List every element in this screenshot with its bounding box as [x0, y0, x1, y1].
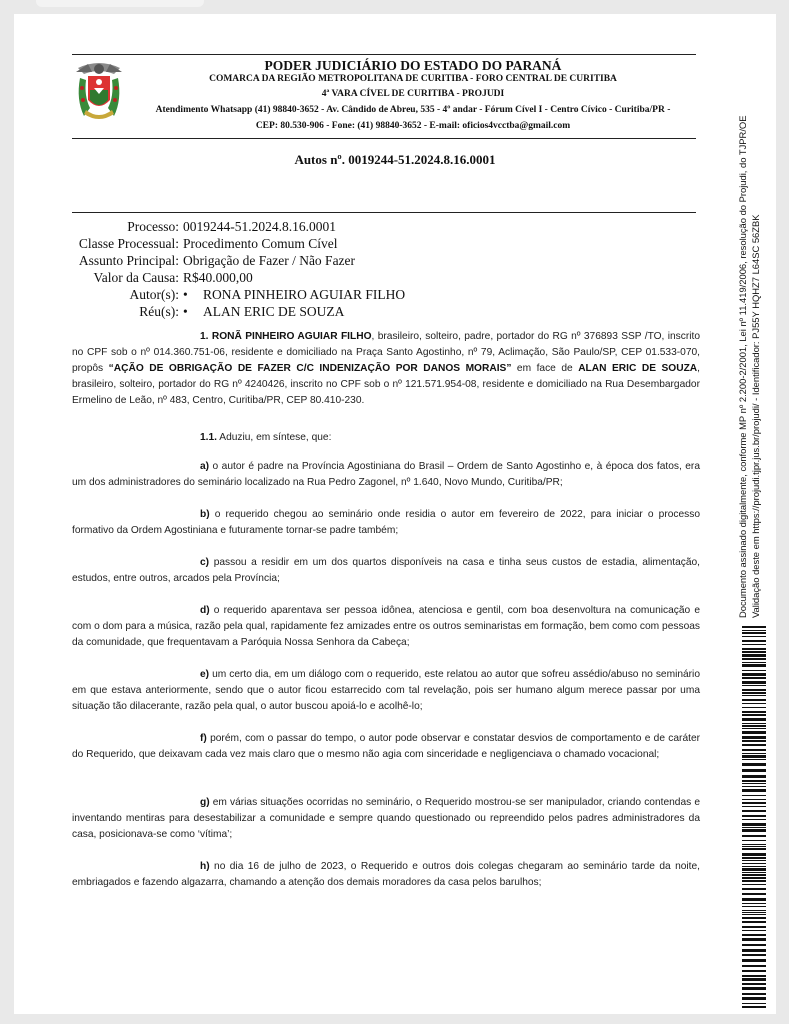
parana-coat-of-arms-icon — [70, 60, 128, 124]
classe-row — [54, 235, 405, 252]
item-c-text: passou a residir em um dos quartos disponíveis na casa e tinha seus custos de estadia, alimentação, estudos, entre outros, arcados pela Província; — [72, 557, 700, 584]
item-f — [72, 731, 700, 763]
top-bar — [36, 0, 204, 7]
item-e-text: um certo dia, em um diálogo com o requerido, este relatou ao autor que sofreu assédio/abuso no seminário em que estava anteriormente, sendo que o autor ficou estarrecido com tal revelação, pois ser humano algum merece passar por uma situação tão dilacerante, razão pela qual, o autor buscou apoiá-lo e acolhê-lo; — [72, 669, 700, 712]
header-comarca: COMARCA DA REGIÃO METROPOLITANA DE CURITIBA - FORO CENTRAL DE CURITIBA — [209, 74, 617, 84]
p1-action: “AÇÃO DE OBRIGAÇÃO DE FAZER C/C INDENIZAÇÃO POR DANOS MORAIS” — [108, 363, 512, 374]
signature-sidebar — [736, 26, 776, 622]
item-d — [72, 603, 700, 651]
item-c — [72, 555, 700, 587]
item-a-text: o autor é padre na Província Agostiniana do Brasil – Ordem de Santo Agostinho e, à época dos fatos, era um dos administradores do seminário localizado na Rua Pedro Zagonel, nº 1.640, Novo Mundo, Curitiba/PR; — [72, 461, 700, 488]
reu-label: Réu(s): — [139, 304, 179, 319]
header-contact: CEP: 80.530-906 - Fone: (41) 98840-3652 - E-mail: oficios4vcctba@gmail.com — [255, 121, 571, 131]
item-a — [72, 459, 700, 491]
barcode-icon — [742, 626, 766, 1008]
autor-label: Autor(s): — [129, 287, 179, 302]
item-a-label: a) — [200, 461, 210, 472]
item-d-label: d) — [200, 605, 210, 616]
info-top-rule — [72, 212, 696, 213]
item-b-label: b) — [200, 509, 210, 520]
header-address: Atendimento Whatsapp (41) 98840-3652 - Av. Cândido de Abreu, 535 - 4º andar - Fórum Cível I - Centro Cívico - Curitiba/PR - — [155, 105, 671, 115]
valor-row — [54, 269, 405, 286]
autos-number: Autos nº. 0019244-51.2024.8.16.0001 — [294, 152, 496, 167]
processo-value: 0019244-51.2024.8.16.0001 — [183, 219, 336, 234]
p1-defendant: ALAN ERIC DE SOUZA — [578, 363, 698, 374]
item-g-label: g) — [200, 797, 210, 808]
item-c-label: c) — [200, 557, 210, 568]
item-h-label: h) — [200, 861, 210, 872]
item-e-label: e) — [200, 669, 210, 680]
classe-label: Classe Processual: — [78, 236, 179, 251]
item-e — [72, 667, 700, 715]
assunto-label: Assunto Principal: — [78, 253, 179, 268]
assunto-row — [54, 252, 405, 269]
assunto-value: Obrigação de Fazer / Não Fazer — [183, 253, 356, 268]
item-b — [72, 507, 700, 539]
p1-party: 1. RONÃ PINHEIRO AGUIAR FILHO — [200, 331, 372, 342]
p1-text-a: , brasileiro, solteiro, padre, portador do RG nº 376893 SSP /TO, inscrito no CPF sob o nº 014.360.751-06, residente e domiciliado na Praça Santo Agostinho, nº 79, Aclimação, São Paulo/SP, CEP 01.533-070, propôs — [72, 331, 701, 374]
reu-value: ALAN ERIC DE SOUZA — [203, 304, 345, 319]
header-bottom-rule — [72, 138, 696, 139]
header-vara: 4ª VARA CÍVEL DE CURITIBA - PROJUDI — [321, 89, 505, 99]
paragraph-1-1 — [72, 430, 700, 446]
processo-label: Processo: — [127, 219, 179, 234]
autor-row — [54, 286, 405, 303]
valor-value: R$40.000,00 — [183, 270, 253, 285]
autor-bullet: • — [183, 287, 188, 302]
item-f-text: porém, com o passar do tempo, o autor pode observar e constatar desvios de comportamento e de caráter do Requerido, que deixavam cada vez mais claro que o mesmo não agia com sinceridade e negligenciava o chamado vocacional; — [72, 733, 700, 760]
p1-text-c: , brasileiro, solteiro, portador do RG nº 4240426, inscrito no CPF sob o nº 121.571.954-08, residente e domiciliado na Rua Desembargador Ermelino de Leão, nº 483, Centro, Curitiba/PR, CEP 80.410-230. — [72, 363, 701, 406]
valor-label: Valor da Causa: — [93, 270, 179, 285]
item-g — [72, 795, 700, 843]
item-b-text: o requerido chegou ao seminário onde residia o autor em fevereiro de 2022, para iniciar o processo formativo da Ordem Agostiniana e futuramente tornar-se padre também; — [72, 509, 700, 536]
item-d-text: o requerido aparentava ser pessoa idônea, atenciosa e gentil, com boa desenvoltura na comunicação e com o dom para a música, razão pela qual, rapidamente fez amizades entre os outros seminaristas em formação, bem como com pessoas da comunidade, que frequentavam a Paróquia Nossa Senhora da Cabeça; — [72, 605, 700, 648]
item-f-label: f) — [200, 733, 207, 744]
item-h — [72, 859, 700, 891]
signature-line-1: Documento assinado digitalmente, conforme MP nº 2.200-2/2001, Lei nº 11.419/2006, resolução do Projudi, do TJPR/OE — [737, 115, 748, 618]
reu-bullet: • — [183, 304, 188, 319]
processo-row — [54, 218, 405, 235]
item-h-text: no dia 16 de julho de 2023, o Requerido e outros dois colegas chegaram ao seminário tarde da noite, embriagados e fazendo algazarra, chamando a atenção dos demais moradores da casa pelos barulhos; — [72, 861, 700, 888]
document-page — [14, 14, 776, 1014]
p1-text-b: em face de — [511, 363, 579, 374]
item-g-text: em várias situações ocorridas no seminário, o Requerido mostrou-se ser manipulador, criando contendas e inventando mentiras para desestabilizar a comunidade e sempre quando questionado ou repreendido pelos padres administradores da casa, posicionava-se como ‘vítima’; — [72, 797, 700, 840]
reu-row — [54, 303, 405, 320]
paragraph-1 — [72, 329, 700, 409]
p11-num: 1.1. — [200, 432, 217, 443]
case-info — [54, 218, 405, 320]
classe-value: Procedimento Comum Cível — [183, 236, 338, 251]
autor-value: RONA PINHEIRO AGUIAR FILHO — [203, 287, 406, 302]
p11-text: Aduziu, em síntese, que: — [217, 432, 332, 443]
header-top-rule — [72, 54, 696, 55]
signature-line-2: Validação deste em https://projudi.tjpr.jus.br/projudi/ - Identificador: PJ55Y HQHZ7 L64SC 56ZBK — [750, 214, 761, 618]
header-title: PODER JUDICIÁRIO DO ESTADO DO PARANÁ — [264, 58, 562, 73]
